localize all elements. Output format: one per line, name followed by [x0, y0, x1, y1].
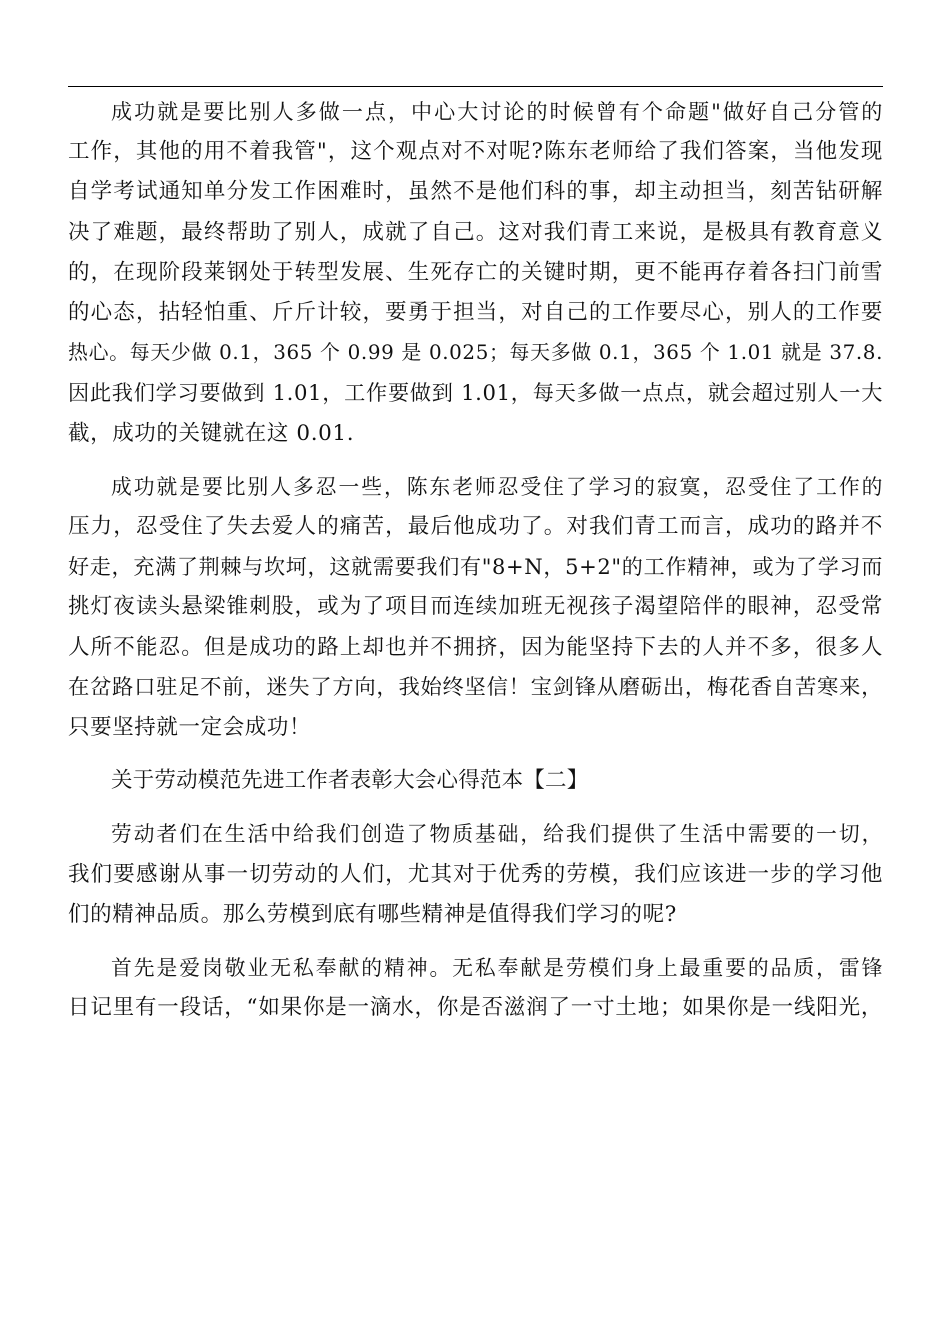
text-line: 我们要感谢从事一切劳动的人们，尤其对于优秀的劳模，我们应该进一步的学习他	[68, 861, 883, 887]
text-line: 人所不能忍。但是成功的路上却也并不拥挤，因为能坚持下去的人并不多，很多人	[68, 634, 883, 660]
paragraph-2	[68, 467, 883, 748]
text-line: 劳动者们在生活中给我们创造了物质基础，给我们提供了生活中需要的一切，	[111, 822, 883, 847]
text-line: 首先是爱岗敬业无私奉献的精神。无私奉献是劳模们身上最重要的品质，雷锋	[111, 956, 883, 981]
section-heading: 关于劳动模范先进工作者表彰大会心得范本【二】	[111, 768, 589, 794]
text-line: 决了难题，最终帮助了别人，成就了自己。这对我们青工来说，是极具有教育意义	[68, 219, 883, 245]
text-line: 们的精神品质。那么劳模到底有哪些精神是值得我们学习的呢?	[68, 901, 677, 927]
header-rule	[68, 86, 883, 87]
text-line: 截，成功的关键就在这 0.01.	[68, 420, 355, 446]
text-line: 热心。每天少做 0.1，365 个 0.99 是 0.025；每天多做 0.1，365 个 1.01 就是 37.8.	[68, 341, 883, 365]
text-line: 在岔路口驻足不前，迷失了方向，我始终坚信！宝剑锋从磨砺出，梅花香自苦寒来，	[68, 674, 883, 700]
text-line: 好走，充满了荆棘与坎坷，这就需要我们有"8+N，5+2"的工作精神，或为了学习而	[68, 554, 883, 580]
text-line: 只要坚持就一定会成功！	[68, 715, 312, 741]
paragraph-1	[68, 92, 883, 454]
text-line: 挑灯夜读头悬梁锥刺股，或为了项目而连续加班无视孩子渴望陪伴的眼神，忍受常	[68, 594, 883, 620]
text-line: 自学考试通知单分发工作困难时，虽然不是他们科的事，却主动担当，刻苦钻研解	[68, 179, 883, 205]
text-line: 的，在现阶段莱钢处于转型发展、生死存亡的关键时期，更不能再存着各扫门前雪	[68, 259, 883, 285]
text-line: 的心态，拈轻怕重、斤斤计较，要勇于担当，对自己的工作要尽心，别人的工作要	[68, 300, 883, 326]
document-body	[68, 92, 883, 1028]
text-line: 日记里有一段话，“如果你是一滴水，你是否滋润了一寸土地；如果你是一线阳光，	[68, 995, 883, 1021]
text-line: 成功就是要比别人多做一点，中心大讨论的时候曾有个命题"做好自己分管的	[111, 99, 883, 124]
text-line: 压力，忍受住了失去爱人的痛苦，最后他成功了。对我们青工而言，成功的路并不	[68, 514, 883, 540]
text-line: 因此我们学习要做到 1.01，工作要做到 1.01，每天多做一点点，就会超过别人一大	[68, 380, 883, 406]
paragraph-3	[68, 814, 883, 935]
paragraph-4	[68, 948, 883, 1028]
text-line: 工作，其他的用不着我管"，这个观点对不对呢?陈东老师给了我们答案，当他发现	[68, 139, 883, 165]
text-line: 成功就是要比别人多忍一些，陈东老师忍受住了学习的寂寞，忍受住了工作的	[111, 474, 883, 499]
